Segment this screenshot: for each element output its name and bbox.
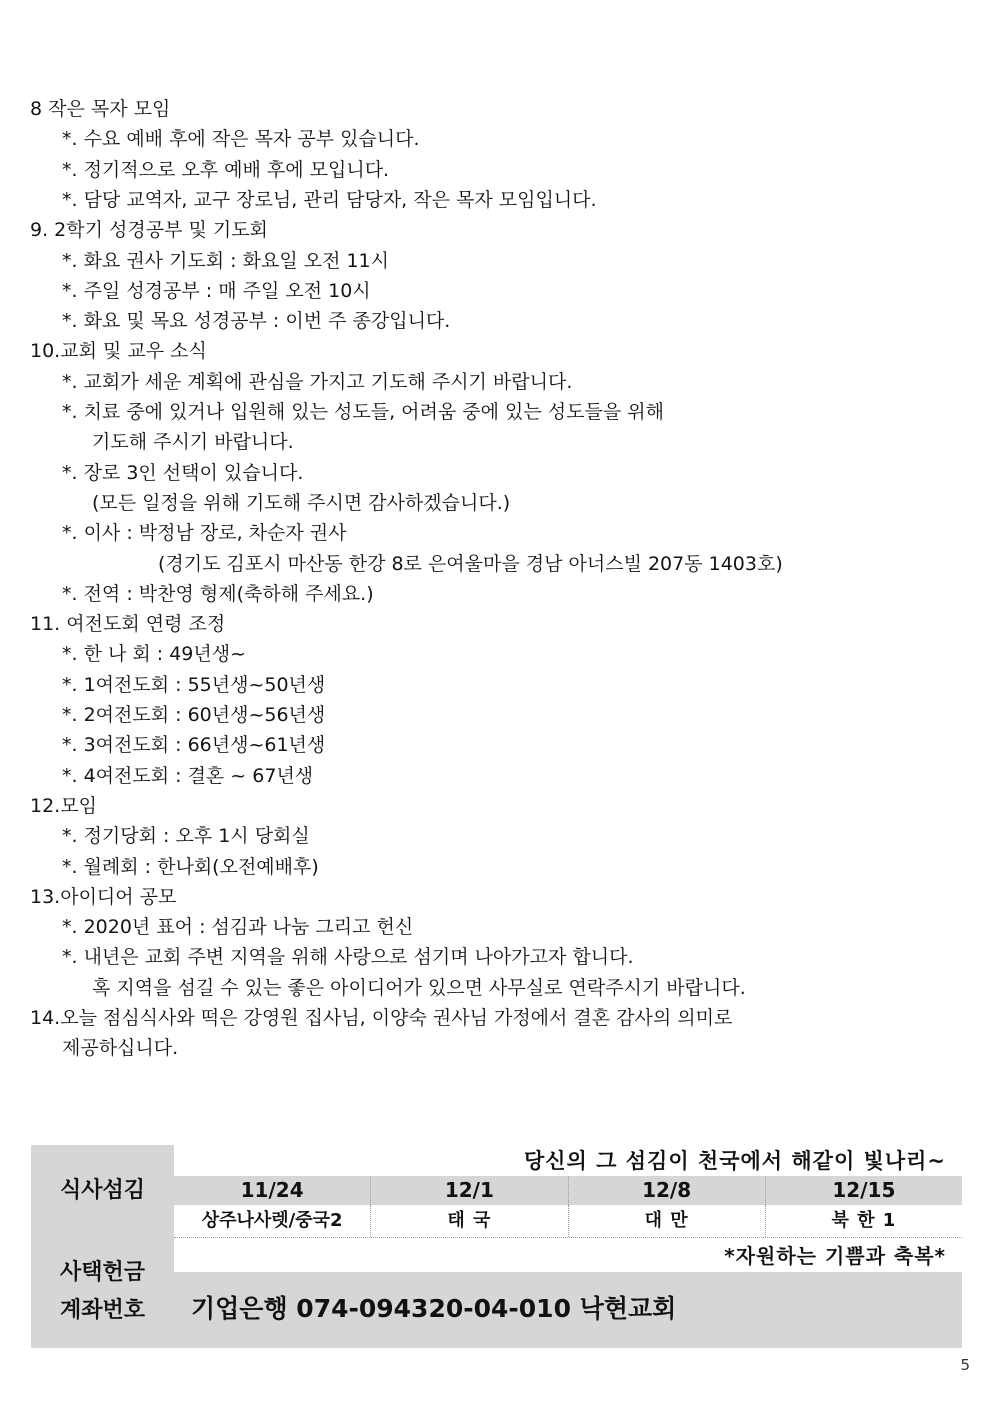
server-cell: 대 만 bbox=[568, 1205, 765, 1237]
page-number: 5 bbox=[960, 1356, 970, 1374]
server-cell: 태 국 bbox=[370, 1205, 567, 1237]
notice-heading: 12.모임 bbox=[30, 794, 97, 817]
notice-item: *. 화요 및 목요 성경공부 : 이번 주 종강입니다. bbox=[62, 310, 451, 333]
schedule-dates bbox=[174, 1176, 962, 1205]
schedule-servers bbox=[174, 1205, 962, 1238]
server-cell: 북 한 1 bbox=[765, 1205, 962, 1237]
date-cell: 12/1 bbox=[370, 1176, 567, 1205]
notice-item: 혹 지역을 섬길 수 있는 좋은 아이디어가 있으면 사무실로 연락주시기 바랍니다. bbox=[92, 976, 746, 999]
notice-item: (경기도 김포시 마산동 한강 8로 은여울마을 경남 아너스빌 207동 1403호) bbox=[158, 552, 783, 575]
notice-heading: 13.아이디어 공모 bbox=[30, 885, 177, 908]
notice-heading: 8 작은 목자 모임 bbox=[30, 98, 171, 120]
date-cell: 12/15 bbox=[765, 1176, 962, 1205]
date-cell: 11/24 bbox=[240, 1178, 304, 1202]
notice-item: *. 내년은 교회 주변 지역을 위해 사랑으로 섬기며 나아가고자 합니다. bbox=[62, 946, 634, 969]
offering-row bbox=[174, 1238, 962, 1272]
notice-heading: 10.교회 및 교우 소식 bbox=[30, 340, 207, 363]
notice-item: *. 수요 예배 후에 작은 목자 공부 있습니다. bbox=[62, 128, 420, 151]
offering-label: 사택헌금 bbox=[59, 1260, 145, 1285]
notice-item: *. 정기당회 : 오후 1시 당회실 bbox=[62, 825, 310, 848]
notice-heading: 14.오늘 점심식사와 떡은 강영원 집사님, 이양숙 권사님 가정에서 결혼 감사의 의미로 bbox=[30, 1007, 733, 1029]
notice-item: *. 이사 : 박정남 장로, 차순자 권사 bbox=[62, 522, 347, 545]
notice-item: *. 2020년 표어 : 섬김과 나눔 그리고 헌신 bbox=[62, 916, 414, 939]
info-box bbox=[31, 1145, 962, 1348]
notice-item: *. 1여전도회 : 55년생~50년생 bbox=[62, 673, 326, 696]
slogan-text: 당신의 그 섬김이 천국에서 해같이 빛나리~ bbox=[523, 1149, 946, 1173]
notice-item: *. 4여전도회 : 결혼 ~ 67년생 bbox=[62, 764, 314, 787]
notice-item: *. 담당 교역자, 교구 장로님, 관리 담당자, 작은 목자 모임입니다. bbox=[62, 188, 597, 211]
notice-item: *. 치료 중에 있거나 입원해 있는 성도들, 어려움 중에 있는 성도들을 위해 bbox=[62, 401, 664, 423]
notice-item: (모든 일정을 위해 기도해 주시면 감사하겠습니다.) bbox=[92, 491, 511, 514]
date-cell: 12/8 bbox=[568, 1176, 765, 1205]
notice-heading: 9. 2학기 성경공부 및 기도회 bbox=[30, 219, 268, 242]
offering-motto: *자원하는 기쁨과 축복* bbox=[724, 1244, 946, 1268]
account-number: 기업은행 074-094320-04-010 낙현교회 bbox=[191, 1294, 677, 1323]
notice-item: *. 전역 : 박찬영 형제(축하해 주세요.) bbox=[62, 582, 374, 605]
notice-item: 기도해 주시기 바랍니다. bbox=[92, 431, 294, 454]
notice-item: *. 3여전도회 : 66년생~61년생 bbox=[62, 734, 326, 757]
meal-service-label: 식사섬김 bbox=[59, 1178, 145, 1203]
notice-item: *. 화요 권사 기도회 : 화요일 오전 11시 bbox=[62, 249, 389, 272]
notice-heading: 11. 여전도회 연령 조정 bbox=[30, 613, 226, 636]
notice-item: 제공하십니다. bbox=[62, 1037, 179, 1060]
account-label: 계좌번호 bbox=[59, 1298, 145, 1323]
notice-item: *. 교회가 세운 계획에 관심을 가지고 기도해 주시기 바랍니다. bbox=[62, 370, 573, 393]
notice-item: *. 한 나 회 : 49년생~ bbox=[62, 643, 247, 666]
notice-item: *. 2여전도회 : 60년생~56년생 bbox=[62, 704, 326, 726]
notice-item: *. 주일 성경공부 : 매 주일 오전 10시 bbox=[62, 279, 371, 302]
server-cell: 상주나사렛/중국2 bbox=[201, 1210, 343, 1231]
notice-item: *. 정기적으로 오후 예배 후에 모입니다. bbox=[62, 158, 390, 181]
notice-item: *. 월례회 : 한나회(오전예배후) bbox=[62, 855, 319, 878]
notice-item: *. 장로 3인 선택이 있습니다. bbox=[62, 461, 304, 484]
slogan-bar bbox=[174, 1145, 962, 1176]
